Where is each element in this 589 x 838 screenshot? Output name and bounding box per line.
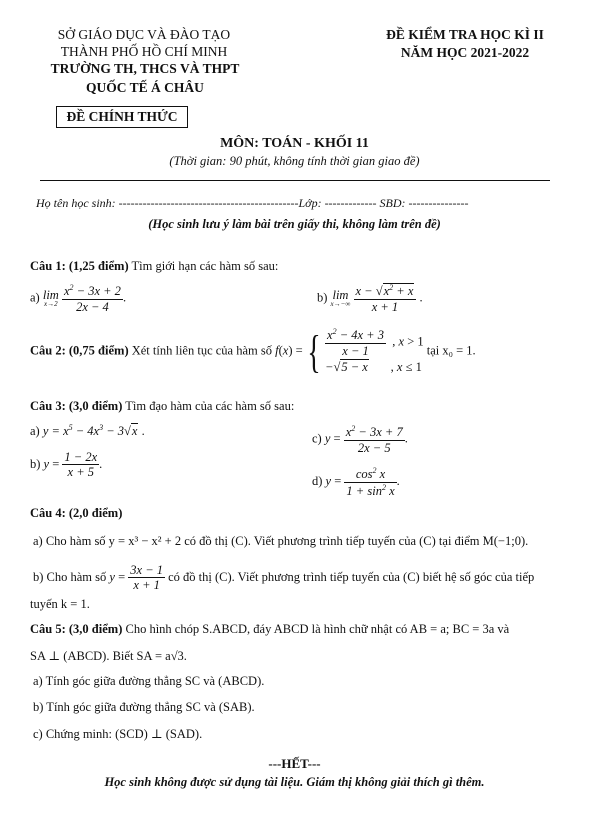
department-line-1: SỞ GIÁO DỤC VÀ ĐÀO TẠO: [57, 27, 231, 42]
question-3c-label: c): [312, 431, 322, 446]
class-label: Lớp:: [298, 196, 325, 210]
student-note: (Học sinh lưu ý làm bài trên giấy thi, không làm trên đề): [148, 217, 441, 231]
question-3c: c) y = $\frac{x^2 - 3x + 7}{2x - 5}$ .: [312, 424, 408, 455]
question-4b: b) Cho hàm số y = $\frac{3x - 1}{x + 1}$ có đồ thị (C). Viết phương trình tiếp tuyến của (C) biết hệ số góc của tiếp: [33, 563, 535, 593]
question-1a-label: a): [30, 290, 40, 305]
divider: [40, 180, 550, 181]
question-4b-continued: tuyến k = 1.: [30, 597, 90, 611]
subject: MÔN: TOÁN - KHỐI 11: [220, 136, 369, 151]
sbd-field: ---------------: [408, 196, 469, 210]
question-2: Câu 2: (0,75 điểm) Xét tính liên tục của hàm số f(x) = { $\frac{x^2 - 4x + 3}{x - 1}$ , x > 1 −√5 − x , x ≤ 1 tại x₀ = 1.: [30, 325, 476, 377]
question-4b-text: có đồ thị (C). Viết phương trình tiếp tuyến của (C) biết hệ số góc của tiếp: [165, 569, 535, 584]
footer-note: Học sinh không được sử dụng tài liệu. Giám thị không giải thích gì thêm.: [104, 775, 485, 789]
question-4b-intro: b) Cho hàm số: [33, 569, 110, 584]
question-5: [30, 622, 509, 637]
question-5b: b) Tính góc giữa đường thẳng SC và (SAB).: [33, 700, 255, 714]
student-info-line: [36, 196, 468, 211]
question-3b: b) y = $\frac{1 - 2x}{x + 5}$ .: [30, 450, 103, 480]
exam-title: ĐỀ KIỂM TRA HỌC KÌ II: [386, 27, 544, 42]
end-mark: ---HẾT---: [268, 756, 321, 771]
class-field: -------------: [324, 196, 377, 210]
question-1-heading: Câu 1: (1,25 điểm): [30, 259, 129, 273]
duration: (Thời gian: 90 phút, không tính thời gian giao đề): [169, 154, 420, 168]
question-2-text: Xét tính liên tục của hàm số: [128, 343, 276, 358]
question-4-heading: Câu 4: (2,0 điểm): [30, 506, 123, 520]
question-1a: a) lim x→2 $\frac{x^2 - 3x + 2}{2x - 4}$ .: [30, 283, 127, 314]
question-4a: a) Cho hàm số y = x³ − x² + 2 có đồ thị (C). Viết phương trình tiếp tuyến của (C) tại điểm M(−1;0).: [33, 534, 529, 548]
question-5c: c) Chứng minh: (SCD) ⊥ (SAD).: [33, 727, 203, 741]
question-2-heading: Câu 2: (0,75 điểm): [30, 343, 129, 358]
question-3a-label: a): [30, 424, 40, 439]
question-3: [30, 399, 294, 414]
name-label: Họ tên học sinh:: [36, 196, 119, 210]
question-3d: d) y = $\frac{\cos^2 x}{1 + \sin^2 x}$ .: [312, 466, 400, 498]
school-line-2: QUỐC TẾ Á CHÂU: [86, 80, 204, 95]
question-5-heading: Câu 5: (3,0 điểm): [30, 622, 123, 636]
school-line-1: TRƯỜNG TH, THCS VÀ THPT: [50, 61, 240, 76]
question-5-text: Cho hình chóp S.ABCD, đáy ABCD là hình chữ nhật có AB = a; BC = 3a và: [122, 622, 510, 636]
department-line-2: THÀNH PHỐ HỒ CHÍ MINH: [60, 44, 228, 59]
question-2-tail: tại x₀ = 1.: [426, 343, 476, 358]
question-3-text: Tìm đạo hàm của các hàm số sau:: [122, 399, 295, 413]
sbd-label: SBD:: [379, 196, 409, 210]
question-1b: b) lim x→−∞ $\frac{x - √x^2 + x}{x + 1}$ .: [317, 283, 423, 314]
question-3a: a) $y = x^5 - 4x^3 - 3√x$ .: [30, 423, 145, 439]
question-5-condition: SA ⊥ (ABCD). Biết SA = a√3.: [30, 649, 187, 663]
question-1: [30, 259, 278, 274]
name-field: ---------------------------------------------: [118, 196, 299, 210]
question-5a: a) Tính góc giữa đường thẳng SC và (ABCD).: [33, 674, 265, 688]
school-year: NĂM HỌC 2021-2022: [400, 45, 530, 60]
question-1-text: Tìm giới hạn các hàm số sau:: [128, 259, 279, 273]
question-3d-label: d): [312, 473, 323, 488]
question-3-heading: Câu 3: (3,0 điểm): [30, 399, 123, 413]
official-label: ĐỀ CHÍNH THỨC: [56, 106, 188, 128]
question-3b-label: b): [30, 456, 41, 471]
question-1b-label: b): [317, 290, 328, 305]
